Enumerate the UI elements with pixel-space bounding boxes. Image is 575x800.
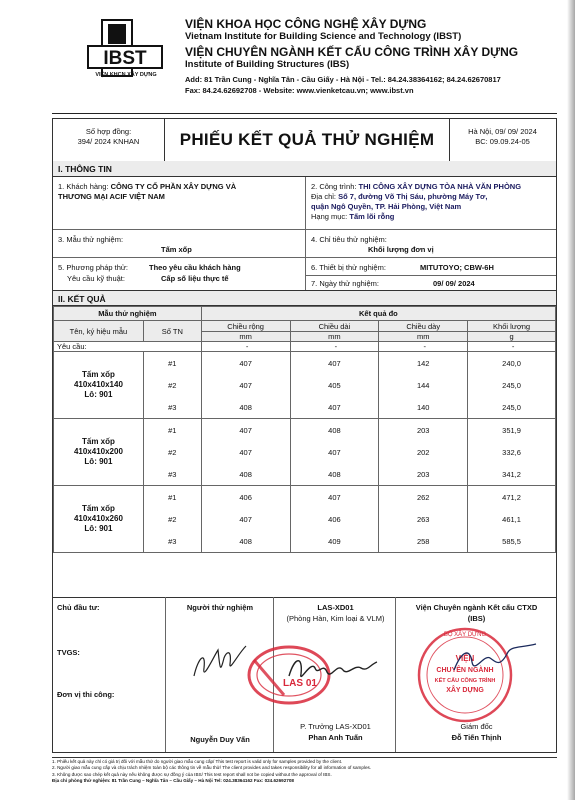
width-value: 407 <box>201 374 290 396</box>
mass-value: 240,0 <box>468 352 556 375</box>
mass-value: 341,2 <box>468 463 556 486</box>
col-test-no: Số TN <box>143 321 201 342</box>
project-name: THI CÔNG XÂY DỰNG TÒA NHÀ VĂN PHÒNG <box>358 182 522 191</box>
lab-deputy-signature <box>285 650 380 690</box>
mass-value: 245,0 <box>468 374 556 396</box>
test-no: #1 <box>143 419 201 442</box>
length-value: 406 <box>290 508 379 530</box>
test-no: #3 <box>143 396 201 419</box>
sig-divider <box>165 597 166 752</box>
thickness-value: 142 <box>379 352 468 375</box>
mass-value: 585,5 <box>468 530 556 553</box>
length-value: 408 <box>290 419 379 442</box>
thickness-value: 140 <box>379 396 468 419</box>
address-label: Địa chỉ: <box>311 192 337 201</box>
sample-group-cell <box>54 352 144 419</box>
contract-label: Số hợp đồng: <box>85 127 132 136</box>
width-value: 408 <box>201 530 290 553</box>
sub-org-name-vi: VIỆN CHUYÊN NGÀNH KẾT CẤU CÔNG TRÌNH XÂY DỰNG <box>185 45 519 59</box>
unit-thickness: mm <box>379 332 468 342</box>
institute-subtitle: (IBS) <box>467 614 486 623</box>
group-result-header: Kết quả đo <box>201 307 555 321</box>
thickness-value: 203 <box>379 419 468 442</box>
sample-group-cell <box>54 419 144 486</box>
group-header-row <box>54 307 556 321</box>
org-address: Add: 81 Trần Cung - Nghĩa Tân - Cầu Giấy - Hà Nội - Tel.: 84.24.38364162; 84.24.62670817 <box>185 75 501 84</box>
customer-name-line1: CÔNG TY CỔ PHẦN XÂY DỰNG VÀ <box>110 182 237 191</box>
page-edge-shadow <box>567 0 575 800</box>
tech-value: Cấp số liệu thực tế <box>161 274 229 283</box>
customer-name-line2: THƯƠNG MẠI ACIF VIỆT NAM <box>58 192 165 201</box>
width-value: 407 <box>201 508 290 530</box>
col-mass: Khối lượng <box>468 321 556 332</box>
col-sample-name: Tên, ký hiệu mẫu <box>54 321 144 342</box>
width-value: 407 <box>201 352 290 375</box>
sample-size: 410x410x260 <box>73 514 123 523</box>
ibs-stamp-top: BỘ XÂY DỰNG <box>443 632 487 638</box>
header-rule <box>52 113 557 114</box>
test-no: #2 <box>143 508 201 530</box>
report-title: PHIẾU KẾT QUẢ THỬ NGHIỆM <box>165 119 450 161</box>
director-title: Giám đốc <box>460 722 493 731</box>
section-info-heading: I. THÔNG TIN <box>53 161 556 177</box>
tech-label: Yêu cầu kỹ thuật: <box>67 274 125 283</box>
device-label: 6. Thiết bị thử nghiệm: <box>311 263 386 272</box>
method-label: 5. Phương pháp thử: <box>58 263 129 272</box>
letterhead <box>0 0 575 110</box>
test-no: #1 <box>143 352 201 375</box>
info-rule <box>53 229 556 230</box>
test-no: #2 <box>143 441 201 463</box>
info-divider <box>305 177 306 290</box>
col-thickness: Chiều dày <box>379 321 468 332</box>
requirement-row <box>54 342 556 352</box>
length-value: 409 <box>290 530 379 553</box>
contractor-label: Đơn vị thi công: <box>57 690 115 699</box>
thickness-value: 263 <box>379 508 468 530</box>
info-rule <box>305 275 556 276</box>
group-sample-header: Mẫu thử nghiệm <box>54 307 202 321</box>
thickness-value: 202 <box>379 441 468 463</box>
length-value: 407 <box>290 486 379 509</box>
report-date: Hà Nội, 09/ 09/ 2024 <box>468 127 537 136</box>
method-value: Theo yêu cầu khách hàng <box>149 263 241 272</box>
lab-title: LAS-XD01 <box>317 603 354 612</box>
mass-value: 332,6 <box>468 441 556 463</box>
thickness-value: 203 <box>379 463 468 486</box>
mass-value: 245,0 <box>468 396 556 419</box>
project-label: 2. Công trình: <box>311 182 357 191</box>
length-value: 405 <box>290 374 379 396</box>
org-block <box>185 17 518 96</box>
tester-title: Người thử nghiệm <box>186 603 254 612</box>
footnotes <box>52 757 557 784</box>
mass-value: 471,2 <box>468 486 556 509</box>
org-name-en: Vietnam Institute for Building Science and Technology (IBST) <box>185 31 462 42</box>
test-no: #3 <box>143 530 201 553</box>
sample-label: 3. Mẫu thử nghiệm: <box>58 235 124 244</box>
unit-mass: g <box>468 332 556 342</box>
tvgs-label: TVGS: <box>57 648 80 657</box>
ibs-stamp-line2: CHUYÊN NGÀNH <box>436 667 494 674</box>
report-frame <box>52 118 557 598</box>
sample-group-cell <box>54 486 144 553</box>
customer-label: 1. Khách hàng: <box>58 182 109 191</box>
test-no: #1 <box>143 486 201 509</box>
item-label: Hạng mục: <box>311 212 348 221</box>
sample-lot: Lô: 901 <box>84 524 113 533</box>
indicator-value: Khối lượng đơn vị <box>368 245 434 254</box>
unit-length: mm <box>290 332 379 342</box>
results-table <box>53 306 556 553</box>
contract-number: 394/ 2024 KNHAN <box>77 137 140 146</box>
test-no: #2 <box>143 374 201 396</box>
org-name-vi: VIỆN KHOA HỌC CÔNG NGHỆ XÂY DỰNG <box>185 17 427 31</box>
length-value: 407 <box>290 441 379 463</box>
table-row <box>54 486 556 509</box>
tester-name: Nguyễn Duy Vấn <box>190 735 250 744</box>
sample-size: 410x410x200 <box>73 447 123 456</box>
ibs-stamp-line1: VIỆN <box>455 654 475 663</box>
device-value: MITUTOYO; CBW-6H <box>420 263 494 272</box>
sample-size: 410x410x140 <box>73 380 123 389</box>
logo-text: IBST <box>103 48 147 69</box>
project-address-line1: Số 7, đường Võ Thị Sáu, phường Máy Tơ, <box>338 192 488 201</box>
investor-label: Chủ đầu tư: <box>57 603 100 612</box>
mass-value: 461,1 <box>468 508 556 530</box>
contract-box <box>53 119 165 161</box>
test-date-value: 09/ 09/ 2024 <box>433 279 475 288</box>
footnote-2: 2. Người giao mẫu cung cấp và chịu trách nhiệm toàn bộ các thông tin về mẫu thử/ The client provides and takes responsibility for all information of samples. <box>52 765 372 771</box>
requirement-thickness: - <box>379 342 468 352</box>
requirement-mass: - <box>468 342 556 352</box>
sub-org-name-en: Institute of Building Structures (IBS) <box>185 59 350 70</box>
lab-deputy-name: Phan Anh Tuấn <box>308 733 363 742</box>
footnote-3: 3. Không được sao chép kết quả này nếu không được sự đồng ý của IBS/ This test report shall not be copied without the approval of IBS. <box>52 771 332 777</box>
unit-width: mm <box>201 332 290 342</box>
requirement-label: Yêu cầu: <box>54 342 202 352</box>
sample-value: Tấm xốp <box>161 245 192 254</box>
thickness-value: 262 <box>379 486 468 509</box>
section-results-heading: II. KẾT QUẢ <box>53 290 556 306</box>
width-value: 406 <box>201 486 290 509</box>
width-value: 408 <box>201 396 290 419</box>
mass-value: 351,9 <box>468 419 556 442</box>
sig-divider <box>395 597 396 752</box>
las-stamp-text: LAS 01 <box>283 678 317 689</box>
report-date-box <box>449 119 556 161</box>
sample-name: Tấm xốp <box>81 437 115 446</box>
requirement-width: - <box>201 342 290 352</box>
thickness-value: 258 <box>379 530 468 553</box>
customer-field <box>58 182 298 202</box>
lab-subtitle: (Phòng Hàn, Kim loại & VLM) <box>286 614 385 623</box>
project-address-line2: quận Ngô Quyền, TP. Hải Phòng, Việt Nam <box>311 202 462 211</box>
length-value: 407 <box>290 352 379 375</box>
length-value: 408 <box>290 463 379 486</box>
signature-bottom-rule <box>52 752 557 753</box>
table-row <box>54 352 556 375</box>
thickness-value: 144 <box>379 374 468 396</box>
column-header-row <box>54 321 556 332</box>
lab-deputy-title: P. Trưởng LAS-XD01 <box>300 722 371 731</box>
project-field <box>311 182 553 222</box>
lab-address: Địa chỉ phòng thử nghiệm: 81 Trần Cung – Nghĩa Tân – Cầu Giấy – Hà Nội Tel: 024.38364162 Fax: 024.62692708 <box>52 777 294 783</box>
width-value: 407 <box>201 441 290 463</box>
sample-lot: Lô: 901 <box>84 457 113 466</box>
logo-caption: VIỆN KHCN XÂY DỰNG <box>95 72 157 78</box>
ibs-stamp-line4: XÂY DỰNG <box>446 687 484 694</box>
sample-name: Tấm xốp <box>81 370 115 379</box>
length-value: 407 <box>290 396 379 419</box>
sample-lot: Lô: 901 <box>84 390 113 399</box>
report-code: BC: 09.09.24-05 <box>475 137 530 146</box>
col-width: Chiều rộng <box>201 321 290 332</box>
indicator-label: 4. Chỉ tiêu thử nghiệm: <box>311 235 387 244</box>
org-fax-web: Fax: 84.24.62692708 - Website: www.vienketcau.vn; www.ibst.vn <box>185 85 414 95</box>
test-date-label: 7. Ngày thử nghiệm: <box>311 279 379 288</box>
width-value: 408 <box>201 463 290 486</box>
col-length: Chiều dài <box>290 321 379 332</box>
institute-title: Viện Chuyên ngành Kết cấu CTXD <box>415 603 538 612</box>
project-item: Tấm lõi rỗng <box>349 212 395 221</box>
ibs-stamp-line3: KẾT CẤU CÔNG TRÌNH <box>434 678 496 684</box>
title-bar <box>53 119 556 162</box>
test-no: #3 <box>143 463 201 486</box>
director-name: Đỗ Tiến Thịnh <box>451 733 502 742</box>
director-signature <box>450 640 540 680</box>
info-rule <box>53 257 556 258</box>
sample-name: Tấm xốp <box>81 504 115 513</box>
footnote-1: 1. Phiếu kết quả này chỉ có giá trị đối với mẫu thử do người giao mẫu cung cấp/ This test report is valid only for samples provided by the client. <box>52 759 343 764</box>
table-row <box>54 419 556 442</box>
requirement-length: - <box>290 342 379 352</box>
width-value: 407 <box>201 419 290 442</box>
